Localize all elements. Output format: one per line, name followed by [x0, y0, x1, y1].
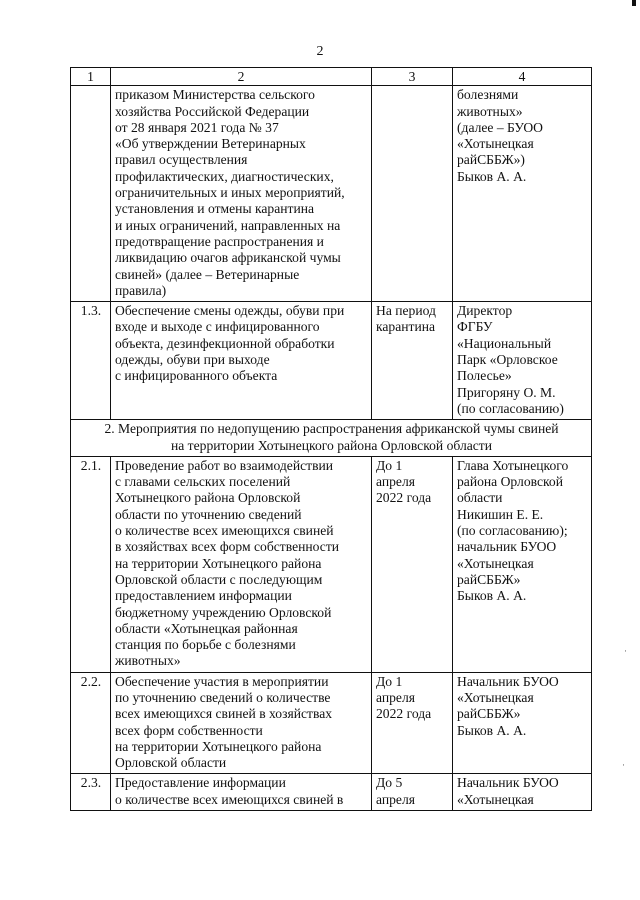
section-heading: [71, 420, 592, 457]
measure-text-line: с главами сельских поселений: [115, 474, 291, 490]
responsible-cell-line: «Хотынецкая: [457, 689, 534, 705]
period-cell-line: апреля: [376, 791, 415, 807]
measure-text-line: всех имеющихся свиней в хозяйствах: [115, 706, 333, 722]
measure-text-line: ограничительных и иных мероприятий,: [115, 185, 345, 201]
measure-text-line: правил осуществления: [115, 152, 248, 168]
page-number: 2: [316, 44, 324, 59]
measure-text-line: установления и отмены карантина: [115, 201, 315, 217]
measure-text-line: Предоставление информации: [115, 775, 286, 791]
measure-text-line: свиней» (далее – Ветеринарные: [115, 266, 300, 282]
measure-text-line: объекта, дезинфекционной обработки: [115, 335, 335, 351]
table-row: [71, 672, 592, 774]
responsible-cell-line: Полесье»: [457, 368, 512, 384]
responsible-cell: [453, 774, 592, 811]
measure-text-line: в хозяйствах всех форм собственности: [115, 539, 340, 555]
measure-text-line: одежды, обуви при выходе: [115, 352, 270, 368]
table-row: [71, 456, 592, 672]
period-cell-line: 2022 года: [376, 706, 432, 722]
period-cell-line: До 5: [376, 775, 403, 791]
measure-text-line: бюджетному учреждению Орловской: [115, 604, 332, 620]
measure-text-line: животных»: [115, 653, 181, 669]
measure-text-line: всех форм собственности: [115, 722, 263, 738]
responsible-cell-line: болезнями: [457, 87, 519, 103]
period-cell-line: апреля: [376, 689, 415, 705]
responsible-cell-line: Быков А. А.: [457, 722, 527, 738]
responsible-cell-line: Начальник БУОО: [457, 775, 559, 791]
item-number: 2.3.: [71, 774, 111, 811]
period-cell-line: апреля: [376, 474, 415, 490]
measure-text-line: входе и выходе с инфицированного: [115, 319, 320, 335]
scan-speck: ·: [624, 646, 627, 656]
period-cell-line: карантина: [376, 319, 436, 335]
responsible-cell-line: (по согласованию): [457, 400, 564, 416]
item-number: 2.1.: [71, 456, 111, 672]
period-cell: [372, 302, 453, 420]
responsible-cell-line: Начальник БУОО: [457, 673, 559, 689]
period-cell: [372, 86, 453, 302]
measure-text-line: Обеспечение смены одежды, обуви при: [115, 303, 345, 319]
measure-text-line: станция по борьбе с болезнями: [115, 637, 296, 653]
section-heading-line: 2. Мероприятия по недопущению распространения африканской чумы свиней: [104, 421, 559, 437]
responsible-cell-line: «Хотынецкая: [457, 555, 534, 571]
measure-text-line: «Об утверждении Ветеринарных: [115, 136, 306, 152]
table-row: [71, 86, 592, 302]
responsible-cell: [453, 672, 592, 774]
responsible-cell-line: начальник БУОО: [457, 539, 557, 555]
measure-text-line: области по уточнению сведений: [115, 506, 302, 522]
section-row: [71, 420, 592, 457]
scan-speck: ·: [622, 760, 625, 770]
responsible-cell-line: Парк «Орловское: [457, 352, 558, 368]
measure-text-line: Проведение работ во взаимодействии: [115, 457, 334, 473]
table-row: [71, 774, 592, 811]
responsible-cell-line: Пригоряну О. М.: [457, 384, 556, 400]
item-number: [71, 86, 111, 302]
responsible-cell-line: Быков А. А.: [457, 168, 527, 184]
responsible-cell-line: Директор: [457, 303, 513, 319]
measure-text-line: предоставлением информации: [115, 588, 292, 604]
measure-text-line: ликвидацию очагов африканской чумы: [115, 250, 341, 266]
scan-corner-mark: [632, 0, 636, 6]
responsible-cell-line: области: [457, 490, 503, 506]
measure-text-line: по уточнению сведений о количестве: [115, 689, 331, 705]
responsible-cell-line: райСББЖ»: [457, 571, 521, 587]
measure-text-line: Орловской области с последующим: [115, 571, 323, 587]
measure-text: [111, 302, 372, 420]
responsible-cell-line: «Хотынецкая: [457, 791, 534, 807]
responsible-cell: [453, 86, 592, 302]
header-cell: 2: [111, 68, 372, 86]
responsible-cell-line: Глава Хотынецкого: [457, 457, 569, 473]
responsible-cell-line: «Национальный: [457, 335, 552, 351]
measure-text-line: приказом Министерства сельского: [115, 87, 315, 103]
period-cell: [372, 774, 453, 811]
measures-table: [70, 67, 592, 811]
header-cell: 4: [453, 68, 592, 86]
section-heading-line: на территории Хотынецкого района Орловской области: [170, 437, 493, 453]
period-cell: [372, 456, 453, 672]
measure-text-line: профилактических, диагностических,: [115, 168, 334, 184]
responsible-cell-line: района Орловской: [457, 474, 563, 490]
measure-text-line: о количестве всех имеющихся свиней в: [115, 791, 344, 807]
responsible-cell-line: ФГБУ: [457, 319, 493, 335]
measure-text-line: правила): [115, 282, 167, 298]
responsible-cell-line: (по согласованию);: [457, 523, 568, 539]
measure-text-line: от 28 января 2021 года № 37: [115, 119, 279, 135]
measure-text-line: с инфицированного объекта: [115, 368, 278, 384]
measure-text-line: и иных ограничений, направленных на: [115, 217, 341, 233]
responsible-cell-line: «Хотынецкая: [457, 136, 534, 152]
responsible-cell-line: Никишин Е. Е.: [457, 506, 544, 522]
period-cell-line: На период: [376, 303, 436, 319]
period-cell-line: До 1: [376, 457, 403, 473]
header-cell: 3: [372, 68, 453, 86]
responsible-cell-line: Быков А. А.: [457, 588, 527, 604]
measure-text: [111, 86, 372, 302]
header-cell: 1: [71, 68, 111, 86]
measure-text-line: хозяйства Российской Федерации: [115, 103, 310, 119]
measure-text: [111, 456, 372, 672]
measure-text: [111, 774, 372, 811]
measure-text-line: Обеспечение участия в мероприятии: [115, 673, 329, 689]
measure-text-line: на территории Хотынецкого района: [115, 555, 322, 571]
responsible-cell-line: (далее – БУОО: [457, 119, 543, 135]
measure-text-line: предотвращение распространения и: [115, 233, 324, 249]
table-row: [71, 302, 592, 420]
measure-text: [111, 672, 372, 774]
measure-text-line: о количестве всех имеющихся свиней: [115, 523, 334, 539]
measure-text-line: Хотынецкого района Орловской: [115, 490, 301, 506]
table-header-row: [71, 68, 592, 86]
measure-text-line: на территории Хотынецкого района: [115, 738, 322, 754]
measure-text-line: Орловской области: [115, 755, 227, 771]
measure-text-line: области «Хотынецкая районная: [115, 620, 298, 636]
responsible-cell-line: животных»: [457, 103, 523, 119]
item-number: 1.3.: [71, 302, 111, 420]
period-cell-line: До 1: [376, 673, 403, 689]
period-cell: [372, 672, 453, 774]
item-number: 2.2.: [71, 672, 111, 774]
responsible-cell: [453, 456, 592, 672]
responsible-cell-line: райСББЖ»: [457, 706, 521, 722]
period-cell-line: 2022 года: [376, 490, 432, 506]
responsible-cell-line: райСББЖ»): [457, 152, 525, 168]
responsible-cell: [453, 302, 592, 420]
